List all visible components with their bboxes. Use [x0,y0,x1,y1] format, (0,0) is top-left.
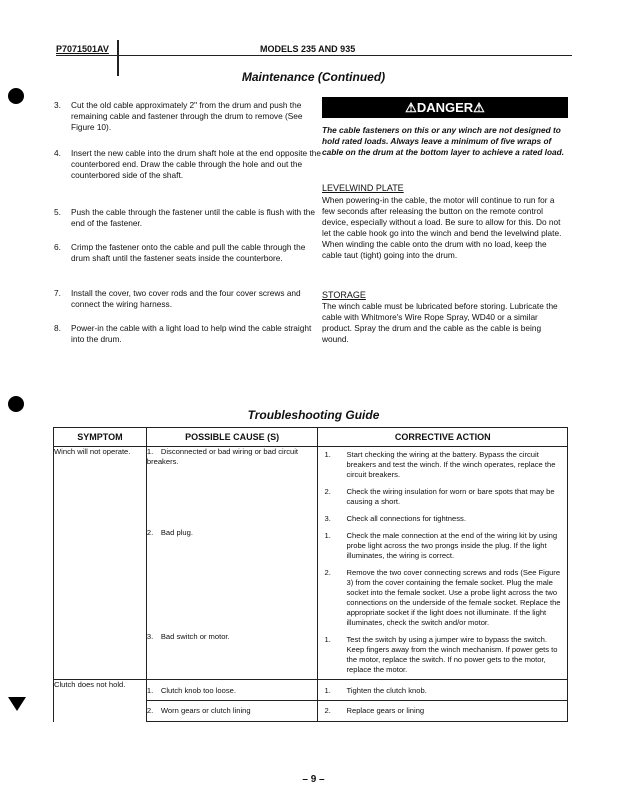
symptom-cell: Winch will not operate. [54,447,147,680]
danger-banner: ⚠DANGER⚠ [322,97,568,118]
step-number: 7. [54,288,61,298]
step-text: Insert the new cable into the drum shaft hole at the end opposite the counterbored end. Draw the cable through the hole and out the counterbored side of the shaft. [71,148,321,180]
step-text: Push the cable through the fastener until the cable is flush with the end of the fastener. [71,207,315,228]
binder-hole-top [8,88,24,104]
step-number: 4. [54,148,61,158]
cause-cell: 1. Clutch knob too loose. [146,680,318,701]
action-item: 1. Check the male connection at the end of the wiring kit by using probe light across the two prongs inside the plug. If the light illuminates, the wiring is correct. [324,531,558,560]
step-text: Crimp the fastener onto the cable and pull the cable through the drum shaft until the fastener seats inside the counterbore. [71,242,306,263]
levelwind-text: When powering-in the cable, the motor will continue to run for a few seconds after releasing the button on the remote control device, especially without a load. Be sure to allow for this. Do not let the cable hook go into the winch and bend the levelwind plate. When winding the cable onto the drum with no load, keep the cable taut (tight) going into the drum. [322,195,562,260]
action-item: 1. Tighten the clutch knob. [324,686,427,695]
step-number: 6. [54,242,61,252]
action-cell [318,447,568,529]
binder-hole-bottom [8,697,26,711]
cause-header: POSSIBLE CAUSE (S) [146,428,318,447]
step-text: Power-in the cable with a light load to help wind the cable straight into the drum. [71,323,312,344]
symptom-header: SYMPTOM [54,428,147,447]
action-cell [318,632,568,680]
action-item: 1. Test the switch by using a jumper wire to bypass the switch. Keep fingers away from the winch mechanism. If power gets to the motor, replace the switch. If no power gets to the motor, replace the motor. [324,635,558,674]
page-title: Maintenance (Continued) [241,70,386,84]
action-cell [318,701,568,722]
cause-cell: 2. Worn gears or clutch lining [146,701,318,722]
step-text: Install the cover, two cover rods and the four cover screws and connect the wiring harness. [71,288,301,309]
page-number: – 9 – [302,774,325,785]
levelwind-heading: LEVELWIND PLATE [322,183,404,193]
table-row [54,447,568,529]
cause-cell: 3. Bad switch or motor. [146,632,318,680]
cause-cell: 1. Disconnected or bad wiring or bad circuit breakers. [146,447,318,529]
storage-text: The winch cable must be lubricated before storing. Lubricate the cable with Whitmore's Wire Rope Spray, WD40 or a similar product. Spray the drum and the cable as the cable is being wound. [322,301,558,344]
table-row [54,680,568,701]
symptom-cell: Clutch does not hold. [54,680,147,722]
step-number: 5. [54,207,61,217]
cause-cell: 2. Bad plug. [146,528,318,632]
step-number: 8. [54,323,61,333]
troubleshooting-title: Troubleshooting Guide [247,408,380,422]
action-header: CORRECTIVE ACTION [318,428,568,447]
action-item: 2. Check the wiring insulation for worn or bare spots that may be causing a short. [324,487,555,506]
action-cell [318,528,568,632]
step-number: 3. [54,100,61,110]
action-item: 1. Start checking the wiring at the battery. Bypass the circuit breakers and test the winch. If the winch operates, replace the circuit breakers. [324,450,556,479]
step-text: Cut the old cable approximately 2" from the drum and push the remaining cable and fastener through the drum to remove (See Figure 10). [71,100,303,132]
troubleshooting-table [53,427,568,722]
storage-heading: STORAGE [322,290,366,300]
action-item: 3. Check all connections for tightness. [324,514,466,523]
models-label: MODELS 235 AND 935 [260,44,356,54]
header-rule [56,55,572,56]
action-item: 2. Replace gears or lining [324,706,425,715]
action-cell [318,680,568,701]
part-number: P7071501AV [56,44,109,54]
action-item: 2. Remove the two cover connecting screws and rods (See Figure 3) from the cover containing the female socket. Plug the male socket into the female socket. Use a probe light across the two connections on the underside of the female socket. Replace the appropriate socket if the light does not illuminate. If the light illuminates, check the switch and/or motor. [324,568,561,627]
danger-text: The cable fasteners on this or any winch are not designed to hold rated loads. Always leave a minimum of five wraps of cable on the drum at the bottom layer to achieve a rated load. [322,125,565,157]
